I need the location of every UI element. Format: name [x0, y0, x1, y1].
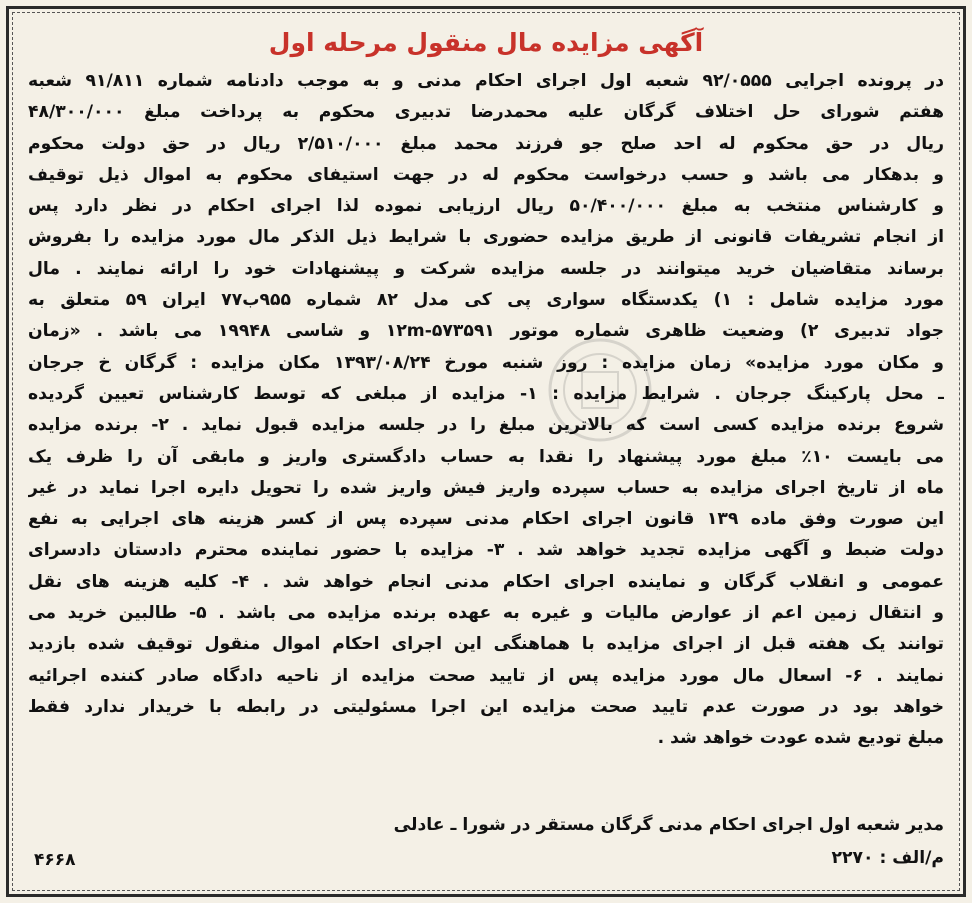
signature-line: مدیر شعبه اول اجرای احکام مدنی گرگان مستقر در شورا ـ عادلی: [393, 815, 944, 835]
notice-line: این صورت وفق ماده ۱۳۹ قانون اجرای احکام مدنی سپرده پس از کسر هزینه های اجرایی به نفع: [28, 509, 944, 530]
notice-line: برساند متقاضیان خرید میتوانند در جلسه مزایده شرکت و پیشنهادات خود را ارائه نمایند . مال: [28, 258, 944, 279]
notice-line: و کارشناس منتخب به مبلغ ۵۰/۴۰۰/۰۰۰ ریال ارزیابی نموده لذا اجرای احکام در نظر دارد پس: [28, 196, 944, 217]
notice-line: دولت ضبط و آگهی مزایده تجدید خواهد شد . ۳- مزایده با حضور نماینده محترم دادستان دادسرای: [28, 540, 944, 561]
notice-line: از انجام تشریفات قانونی از طریق مزایده حضوری با شرایط ذیل الذکر مال مورد مزایده را بفروش: [28, 227, 944, 248]
notice-line: و بدهکار می باشد و حسب درخواست محکوم له در جهت استیفای محکوم به اموال ذیل توقیف: [28, 164, 944, 185]
notice-line: و مکان مورد مزایده» زمان مزایده : روز شنبه مورخ ۱۳۹۳/۰۸/۲۴ مکان مزایده : گرگان خ جرجان: [28, 352, 944, 373]
notice-line: جواد تدبیری ۲) وضعیت ظاهری شماره موتور ۱۲m-۵۷۳۵۹۱ و شاسی ۱۹۹۴۸ می باشد . «زمان: [28, 321, 944, 342]
notice-line: ریال در حق محکوم له احد صلح جو فرزند محمد مبلغ ۲/۵۱۰/۰۰۰ ریال در حق دولت محکوم: [28, 133, 944, 154]
notice-line: مورد مزایده شامل : ۱) یکدستگاه سواری پی کی مدل ۸۲ شماره ۹۵۵ب۷۷ ایران ۵۹ متعلق به: [28, 290, 944, 311]
notice-line: ماه از تاریخ اجرای مزایده به حساب سپرده واریز فیش واریز شده را تحویل دایره اجرا نماید در غیر: [28, 477, 944, 498]
notice-body: [28, 66, 944, 755]
reference-number: م/الف : ۲۲۷۰: [831, 848, 944, 868]
notice-line: در پرونده اجرایی ۹۲/۰۵۵۵ شعبه اول اجرای احکام مدنی و به موجب دادنامه شماره ۹۱/۸۱۱ شعبه: [28, 71, 944, 91]
notice-line: عمومی و انقلاب گرگان و نماینده اجرای احکام مدنی انجام خواهد شد . ۴- کلیه هزینه های نقل: [28, 571, 944, 592]
notice-title: آگهی مزایده مال منقول مرحله اول: [268, 28, 704, 57]
notice-line: ـ محل پارکینگ جرجان . شرایط مزایده : ۱- مزایده از مبلغی که توسط کارشناس تعیین گردیده: [28, 383, 944, 404]
notice-line: شروع برنده مزایده کسی است که بالاترین مبلغ را در جلسه مزایده قبول نماید . ۲- برنده مزایده: [28, 415, 944, 436]
notice-line: می بایست ۱۰٪ مبلغ مورد پیشنهاد را نقدا به حساب دادگستری واریز و مابقی آن را ظرف یک: [28, 446, 944, 467]
notice-line: و انتقال زمین اعم از عوارض مالیات و غیره به عهده برنده مزایده می باشد . ۵- طالبین خرید می: [28, 603, 944, 624]
notice-line: توانند یک هفته قبل از اجرای مزایده با هماهنگی این اجرای احکام اموال منقول توقیف شده بازدید: [28, 634, 944, 655]
notice-code: ۴۶۶۸: [34, 850, 76, 870]
notice-line: هفتم شورای حل اختلاف گرگان علیه محمدرضا تدبیری محکوم به پرداخت مبلغ ۴۸/۳۰۰/۰۰۰: [28, 102, 944, 123]
notice-line: نمایند . ۶- اسعال مال مورد مزایده پس از تایید صحت مزایده از ناحیه دادگاه صادر کننده اجرائیه: [28, 665, 944, 686]
notice-line: مبلغ تودیع شده عودت خواهد شد .: [657, 728, 944, 749]
notice-line: خواهد بود در صورت عدم تایید صحت مزایده این اجرا مسئولیتی در رابطه با خریدار ندارد فقط: [28, 696, 944, 717]
